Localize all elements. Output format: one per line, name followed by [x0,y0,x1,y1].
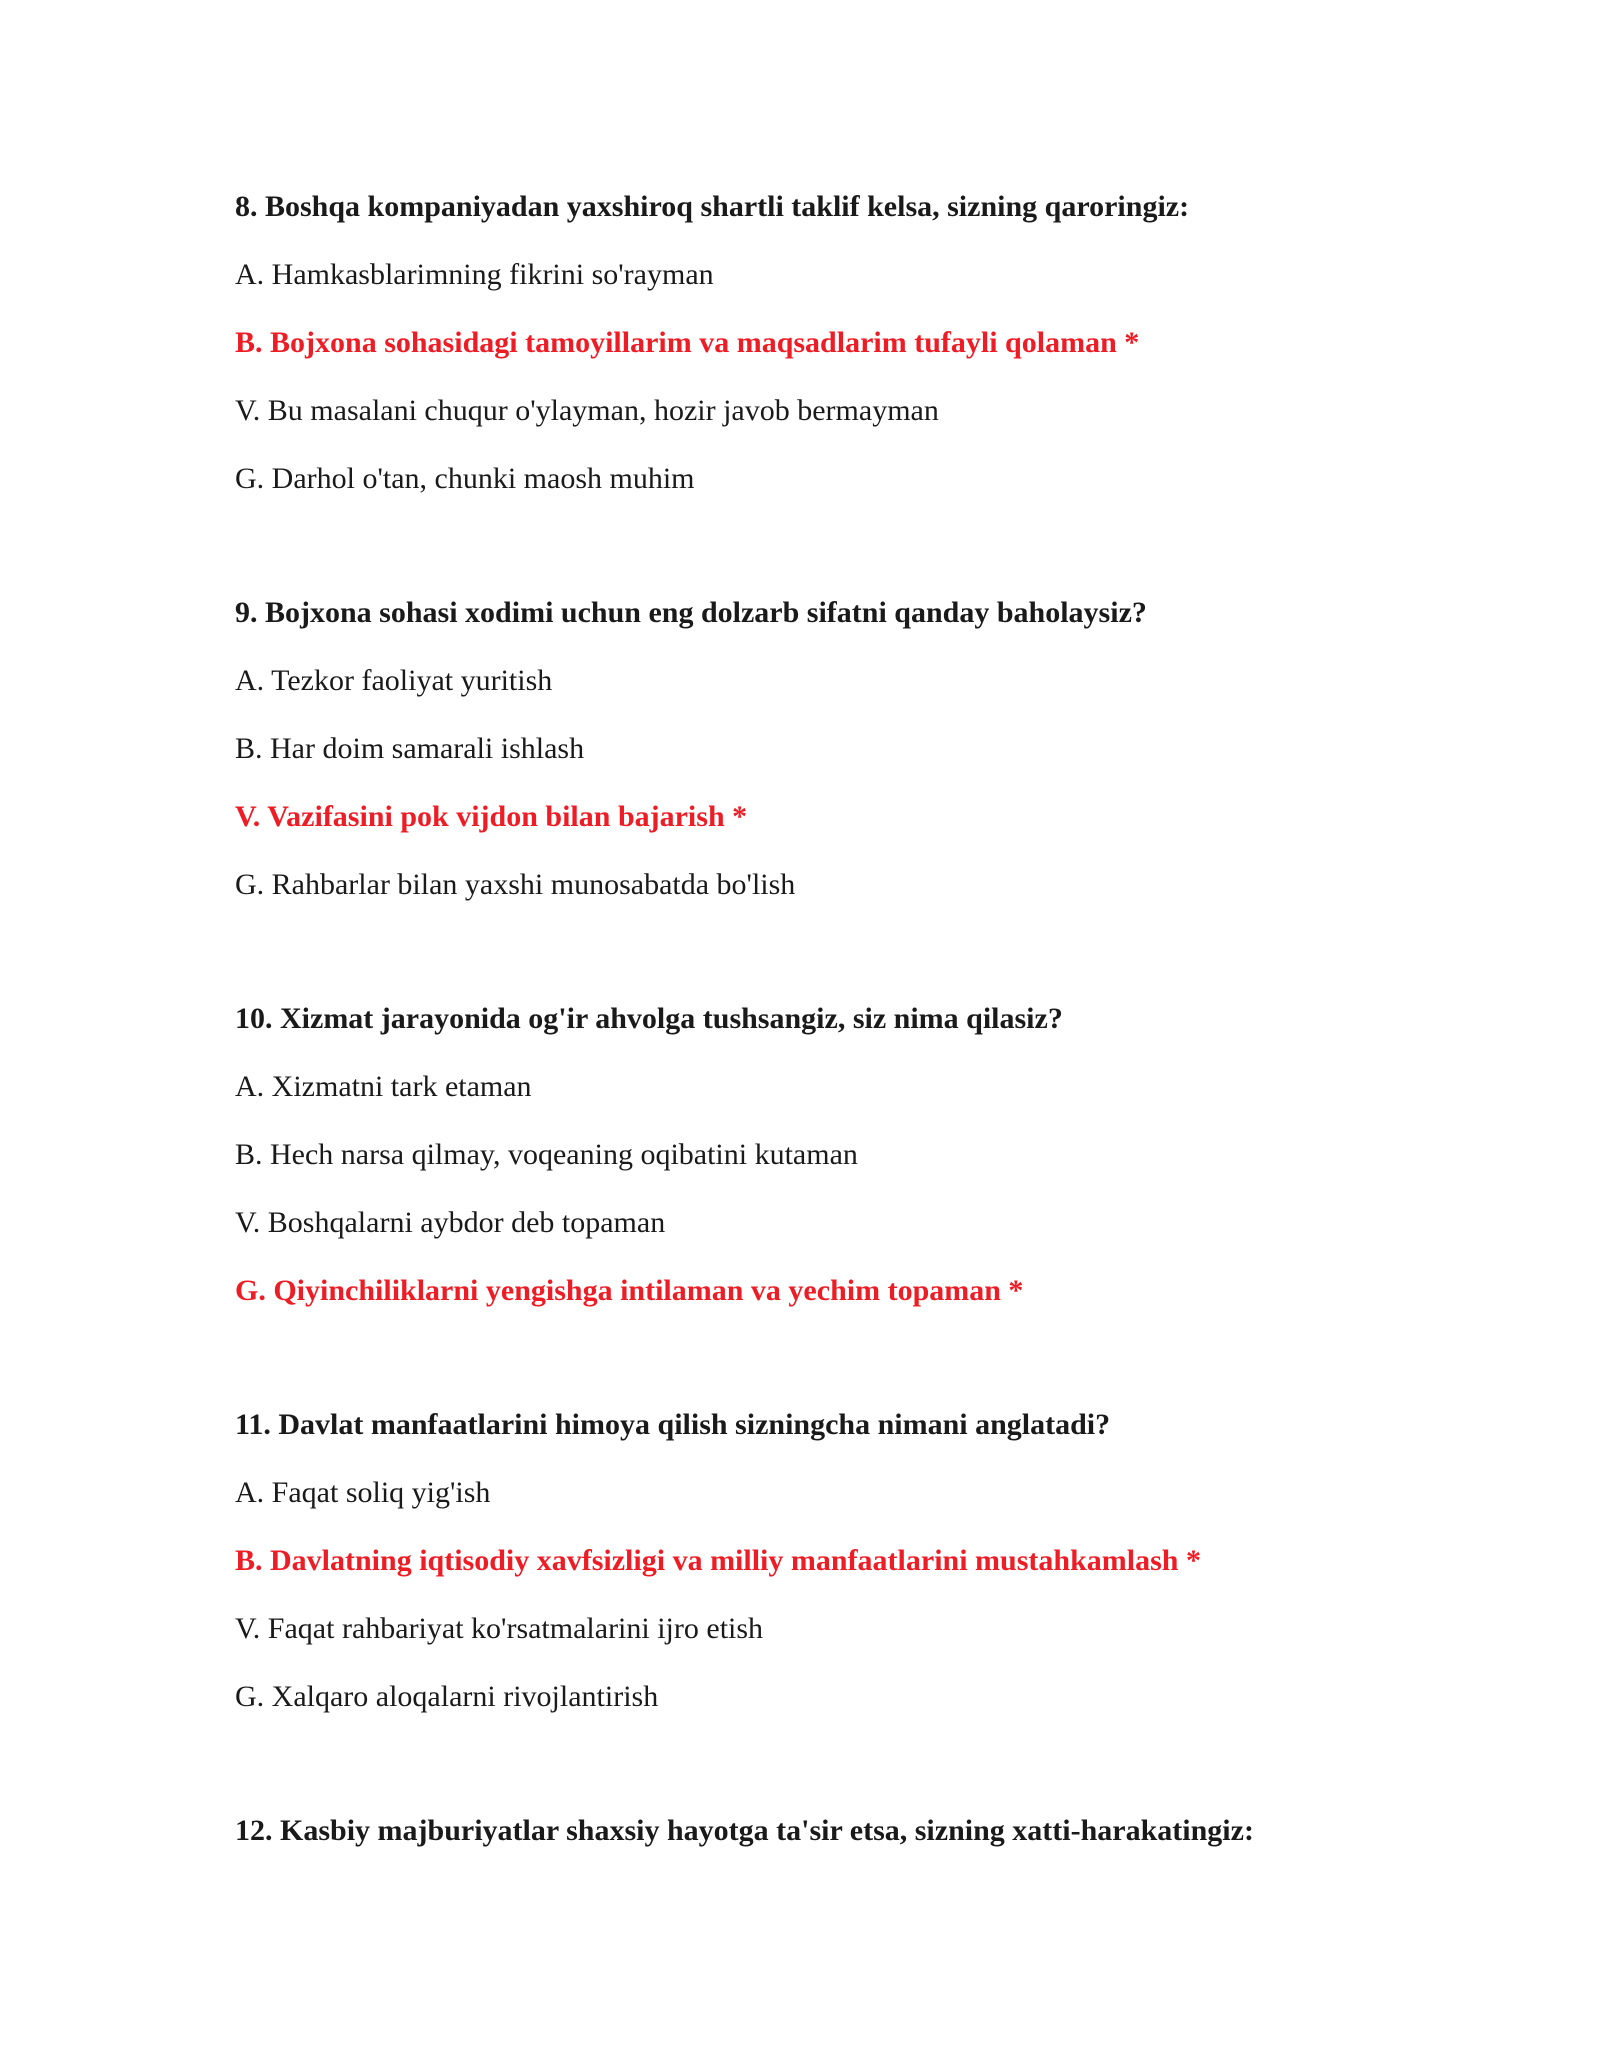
option-b-correct: B. Davlatning iqtisodiy xavfsizligi va milliy manfaatlarini mustahkamlash * [235,1544,1201,1577]
option-a: A. Xizmatni tark etaman [235,1070,532,1103]
option-v: V. Faqat rahbariyat ko'rsatmalarini ijro etish [235,1612,764,1645]
question-title: 11. Davlat manfaatlarini himoya qilish sizningcha nimani anglatadi? [235,1408,1111,1441]
question-title: 8. Boshqa kompaniyadan yaxshiroq shartli taklif kelsa, sizning qaroringiz: [235,190,1190,223]
option-g: G. Rahbarlar bilan yaxshi munosabatda bo'lish [235,868,796,901]
option-b: B. Har doim samarali ishlash [235,732,585,765]
question-title: 12. Kasbiy majburiyatlar shaxsiy hayotga ta'sir etsa, sizning xatti-harakatingiz: [235,1814,1254,1847]
question-title: 10. Xizmat jarayonida og'ir ahvolga tushsangiz, siz nima qilasiz? [235,1002,1063,1035]
option-a: A. Hamkasblarimning fikrini so'rayman [235,258,714,291]
question-title: 9. Bojxona sohasi xodimi uchun eng dolzarb sifatni qanday baholaysiz? [235,596,1147,629]
option-b: B. Hech narsa qilmay, voqeaning oqibatini kutaman [235,1138,858,1171]
option-v: V. Bu masalani chuqur o'ylayman, hozir javob bermayman [235,394,939,427]
option-a: A. Tezkor faoliyat yuritish [235,664,553,697]
option-g: G. Xalqaro aloqalarni rivojlantirish [235,1680,659,1713]
option-v-correct: V. Vazifasini pok vijdon bilan bajarish * [235,800,748,833]
option-g: G. Darhol o'tan, chunki maosh muhim [235,462,695,495]
option-b-correct: B. Bojxona sohasidagi tamoyillarim va maqsadlarim tufayli qolaman * [235,326,1140,359]
option-a: A. Faqat soliq yig'ish [235,1476,491,1509]
option-g-correct: G. Qiyinchiliklarni yengishga intilaman va yechim topaman * [235,1274,1024,1307]
option-v: V. Boshqalarni aybdor deb topaman [235,1206,666,1239]
